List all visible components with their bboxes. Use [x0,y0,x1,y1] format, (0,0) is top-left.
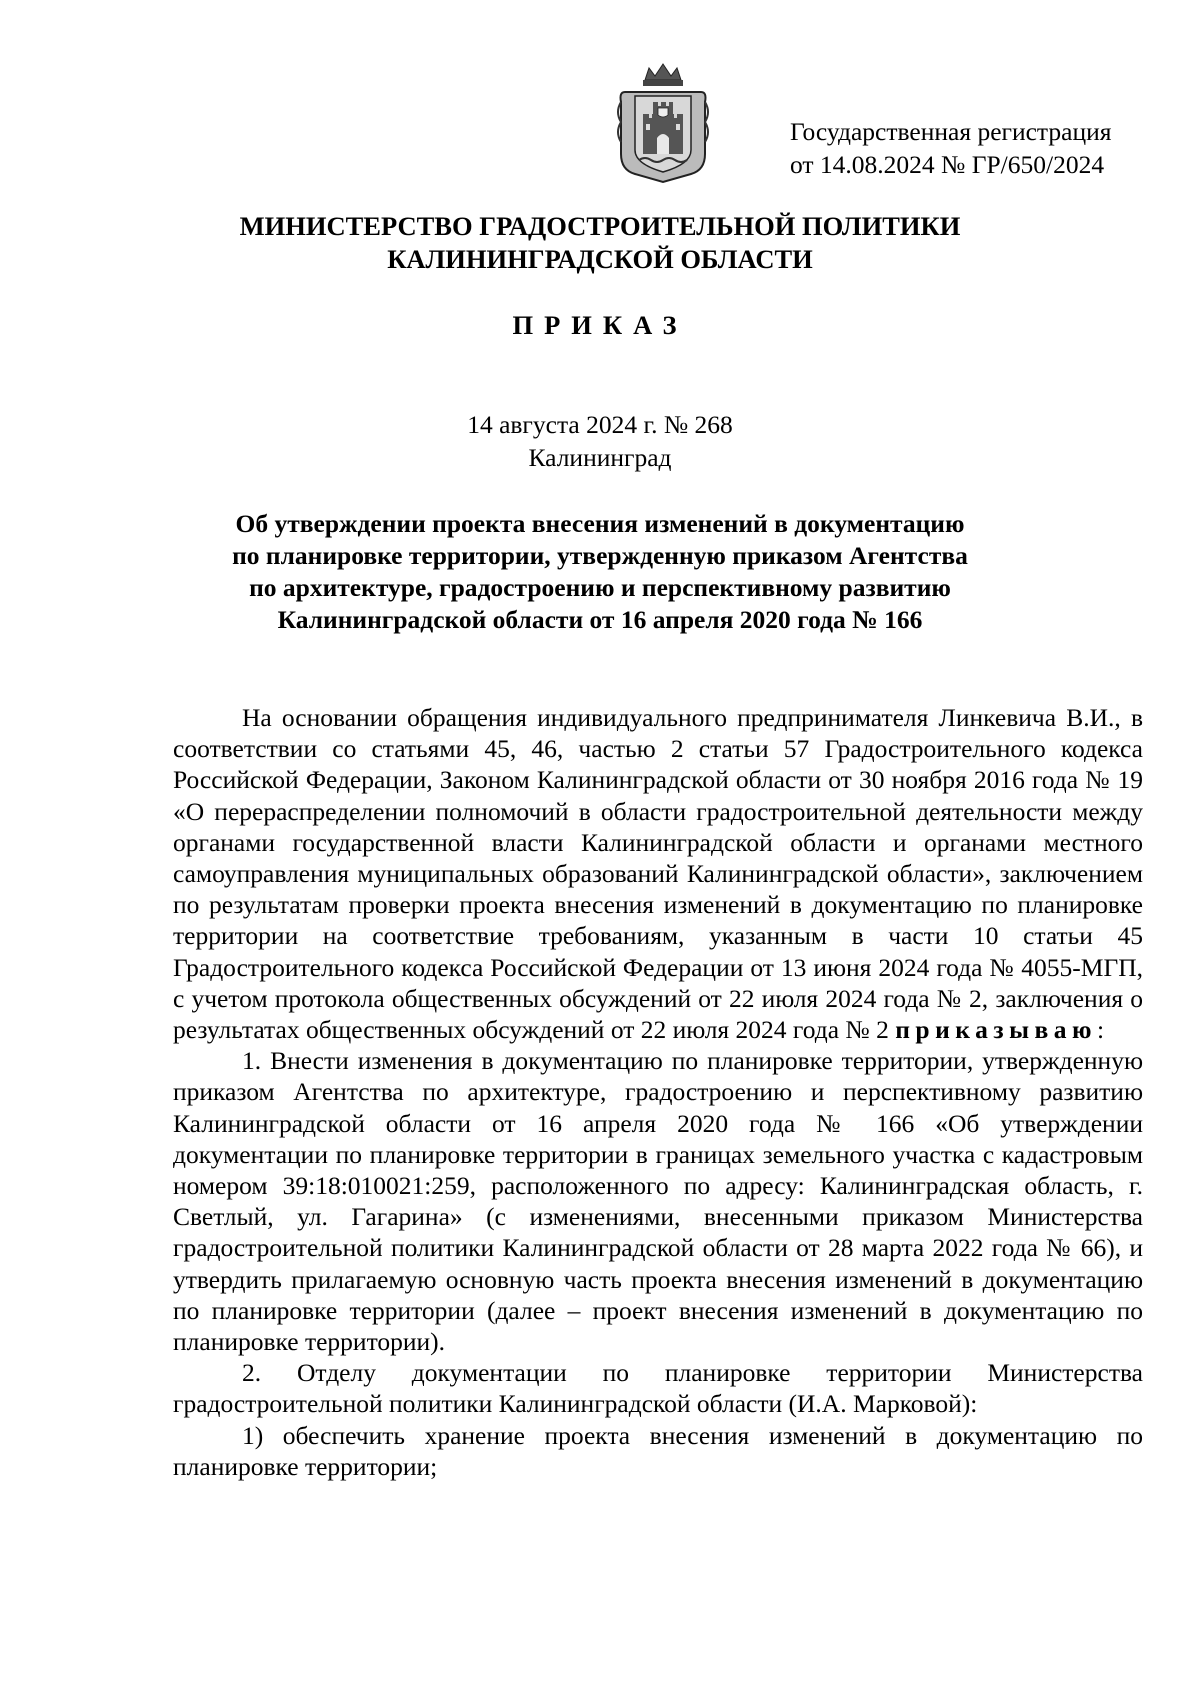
subject-line: по планировке территории, утвержденную приказом Агентства [232,541,968,570]
order-subject-title [170,508,1030,636]
ministry-name-line2: КАЛИНИНГРАДСКОЙ ОБЛАСТИ [387,244,813,274]
clause-2-item-1-paragraph: 1) обеспечить хранение проекта внесения изменений в документацию по планировке территории; [173,1420,1143,1481]
subject-line: Калининградской области от 16 апреля 2020 года № 166 [277,605,923,634]
state-registration-stamp [790,115,1150,181]
clause-2-paragraph: 2. Отделу документации по планировке территории Министерства градостроительной политики Калининградской области (И.А. Марковой): [173,1358,1143,1419]
ministry-name-line1: МИНИСТЕРСТВО ГРАДОСТРОИТЕЛЬНОЙ ПОЛИТИКИ [239,211,961,241]
subject-line: по архитектуре, градостроению и перспективному развитию [249,573,951,602]
order-date-number: 14 августа 2024 г. № 268 [467,410,733,439]
order-city: Калининград [528,443,672,472]
registration-label: Государственная регистрация [790,117,1112,146]
ministry-header [140,210,1060,276]
document-type-title: ПРИКАЗ [512,310,688,340]
date-place-block [140,408,1060,474]
preamble-colon: : [1097,1015,1105,1045]
registration-date-number: от 14.08.2024 № ГР/650/2024 [790,150,1105,179]
preamble-paragraph [173,702,1143,1045]
order-body [173,702,1143,1482]
order-operative-word: приказываю [895,1015,1098,1045]
subject-line: Об утверждении проекта внесения изменений в документацию [235,509,965,538]
coat-of-arms-emblem [615,62,711,184]
preamble-text: На основании обращения индивидуального предпринимателя Линкевича В.И., в соответствии со статьями 45, 46, частью 2 статьи 57 Градостроительного кодекса Российской Федерации, Законом Калининградской области от 30 ноября 2016 года № 19 «О перераспределении полномочий в области градостроительной деятельности между органами государственной власти Калининградской области и органами местного самоуправления муниципальных образований Калининградской области», заключением по результатам проверки проекта внесения изменений в документацию по планировке территории на соответствие требованиям, указанным в части 10 статьи 45 Градостроительного кодекса Российской Федерации от 13 июня 2024 года № 4055-МГП, с учетом протокола общественных обсуждений от 22 июля 2024 года № 2, заключения о результатах общественных обсуждений от 22 июля 2024 года № 2 [173,703,1143,1045]
clause-1-paragraph: 1. Внести изменения в документацию по планировке территории, утвержденную приказом Агентства по архитектуре, градостроению и перспективному развитию Калининградской области от 16 апреля 2020 года № 166 «Об утверждении документации по планировке территории в границах земельного участка с кадастровым номером 39:18:010021:259, расположенного по адресу: Калининградская область, г. Светлый, ул. Гагарина» (с изменениями, внесенными приказом Министерства градостроительной политики Калининградской области от 28 марта 2022 года № 66), и утвердить прилагаемую основную часть проекта внесения изменений в документацию по планировке территории (далее – проект внесения изменений в документацию по планировке территории). [173,1046,1143,1357]
